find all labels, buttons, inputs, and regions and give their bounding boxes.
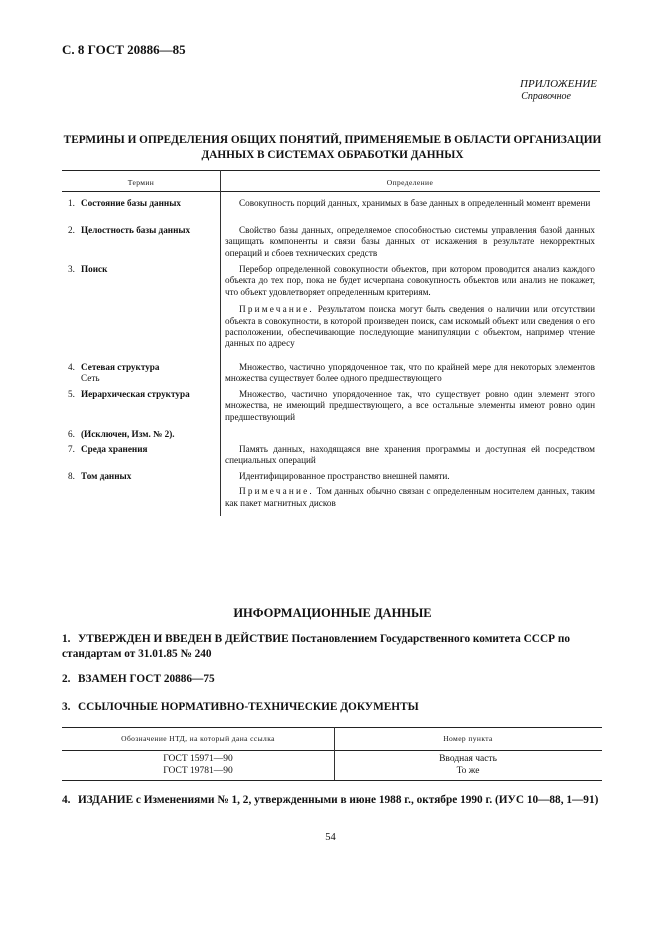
term-cell: 6. (Исключен, Изм. № 2). <box>68 429 175 439</box>
ref-column-header-ntd: Обозначение НТД, на который дана ссылка <box>121 734 275 743</box>
ref-column-header-clause: Номер пункта <box>443 734 493 743</box>
table-top-rule <box>62 170 600 171</box>
term-cell: 5. Иерархическая структура <box>68 389 190 399</box>
ref-cell-clause: Вводная часть <box>439 754 497 764</box>
term-cell: 7. Среда хранения <box>68 444 148 454</box>
term-cell: 4. Сетевая структура Сеть <box>68 362 216 385</box>
ref-cell-clause: То же <box>456 766 480 776</box>
definition-cell: Свойство базы данных, определяемое способностью системы управления базой данных защищать компоненты и связи базы данных от искажения в результате некорректных операций и сбоев технических средств <box>225 225 595 258</box>
appendix-subtitle: Справочное <box>521 91 571 102</box>
info-item-2: 2. ВЗАМЕН ГОСТ 20886—75 <box>62 673 215 685</box>
term-cell: 3. Поиск <box>68 264 108 274</box>
note-label: Примечание. <box>239 486 314 497</box>
document-title: ТЕРМИНЫ И ОПРЕДЕЛЕНИЯ ОБЩИХ ПОНЯТИЙ, ПРИМЕНЯЕМЫЕ В ОБЛАСТИ ОРГАНИЗАЦИИ ДАННЫХ В СИСТЕМАХ ОБРАБОТКИ ДАННЫХ <box>63 134 602 161</box>
definition-cell: Память данных, находящаяся вне хранения программы и доступная ей посредством специальных операций <box>225 444 595 466</box>
column-header-term: Термин <box>127 178 155 187</box>
term-cell: 2. Целостность базы данных <box>68 225 191 235</box>
table-column-divider <box>220 170 221 516</box>
info-item-3: 3. ССЫЛОЧНЫЕ НОРМАТИВНО-ТЕХНИЧЕСКИЕ ДОКУМЕНТЫ <box>62 701 419 713</box>
ref-table-header-rule <box>62 750 602 751</box>
page-header: С. 8 ГОСТ 20886—85 <box>62 42 186 57</box>
info-item-4: 4. ИЗДАНИЕ с Изменениями № 1, 2, утвержденными в июне 1988 г., октябре 1990 г. (ИУС 10—88, 1—91) <box>62 794 599 806</box>
info-item-1: 1. УТВЕРЖДЕН И ВВЕДЕН В ДЕЙСТВИЕ Постановлением Государственного комитета СССР по стандартам от 31.01.85 № 240 <box>62 633 570 660</box>
ref-cell-ntd: ГОСТ 15971—90 <box>163 754 233 764</box>
definition-cell: Множество, частично упорядоченное так, что существует ровно один элемент этого множества, не имеющий предшествующего, а все остальные элементы имеют ровно один предшествующий <box>225 389 595 422</box>
info-section-title: ИНФОРМАЦИОННЫЕ ДАННЫЕ <box>233 606 432 620</box>
definition-cell: Совокупность порций данных, хранимых в базе данных в определенный момент времени <box>239 198 591 208</box>
definition-cell: Идентифицированное пространство внешней памяти. Примечание. Том данных обычно связан с определенным носителем данных, таким как пакет магнитных дисков <box>225 471 595 508</box>
table-header-rule <box>62 191 600 192</box>
appendix-title: ПРИЛОЖЕНИЕ <box>520 78 597 90</box>
page-number: 54 <box>325 832 336 843</box>
definition-cell: Множество, частично упорядоченное так, что по крайней мере для некоторых элементов множества существует более одного предшествующего <box>225 362 595 384</box>
column-header-definition: Определение <box>386 178 434 187</box>
note-label: Примечание. <box>239 304 314 315</box>
term-cell: 1. Состояние базы данных <box>68 198 181 208</box>
ref-table-bottom-rule <box>62 780 602 781</box>
ref-cell-ntd: ГОСТ 19781—90 <box>163 766 233 776</box>
ref-table-top-rule <box>62 727 602 728</box>
definition-cell: Перебор определенной совокупности объектов, при котором проводится анализ каждого объекта до тех пор, пока не будет исчерпана совокупность объектов или анализ не покажет, что объект удовлетворяет определенным критериям. Примечание. Результатом поиска могут быть сведения о наличии или отсутствии объекта в совокупности, в которой произведен поиск, сам искомый объект или сведения о его расположении, обеспечивающие последующие манипуляции с объектом, например чтение данных по адресу <box>225 264 595 349</box>
term-alt: Сеть <box>81 373 100 384</box>
term-cell: 8. Том данных <box>68 471 132 481</box>
